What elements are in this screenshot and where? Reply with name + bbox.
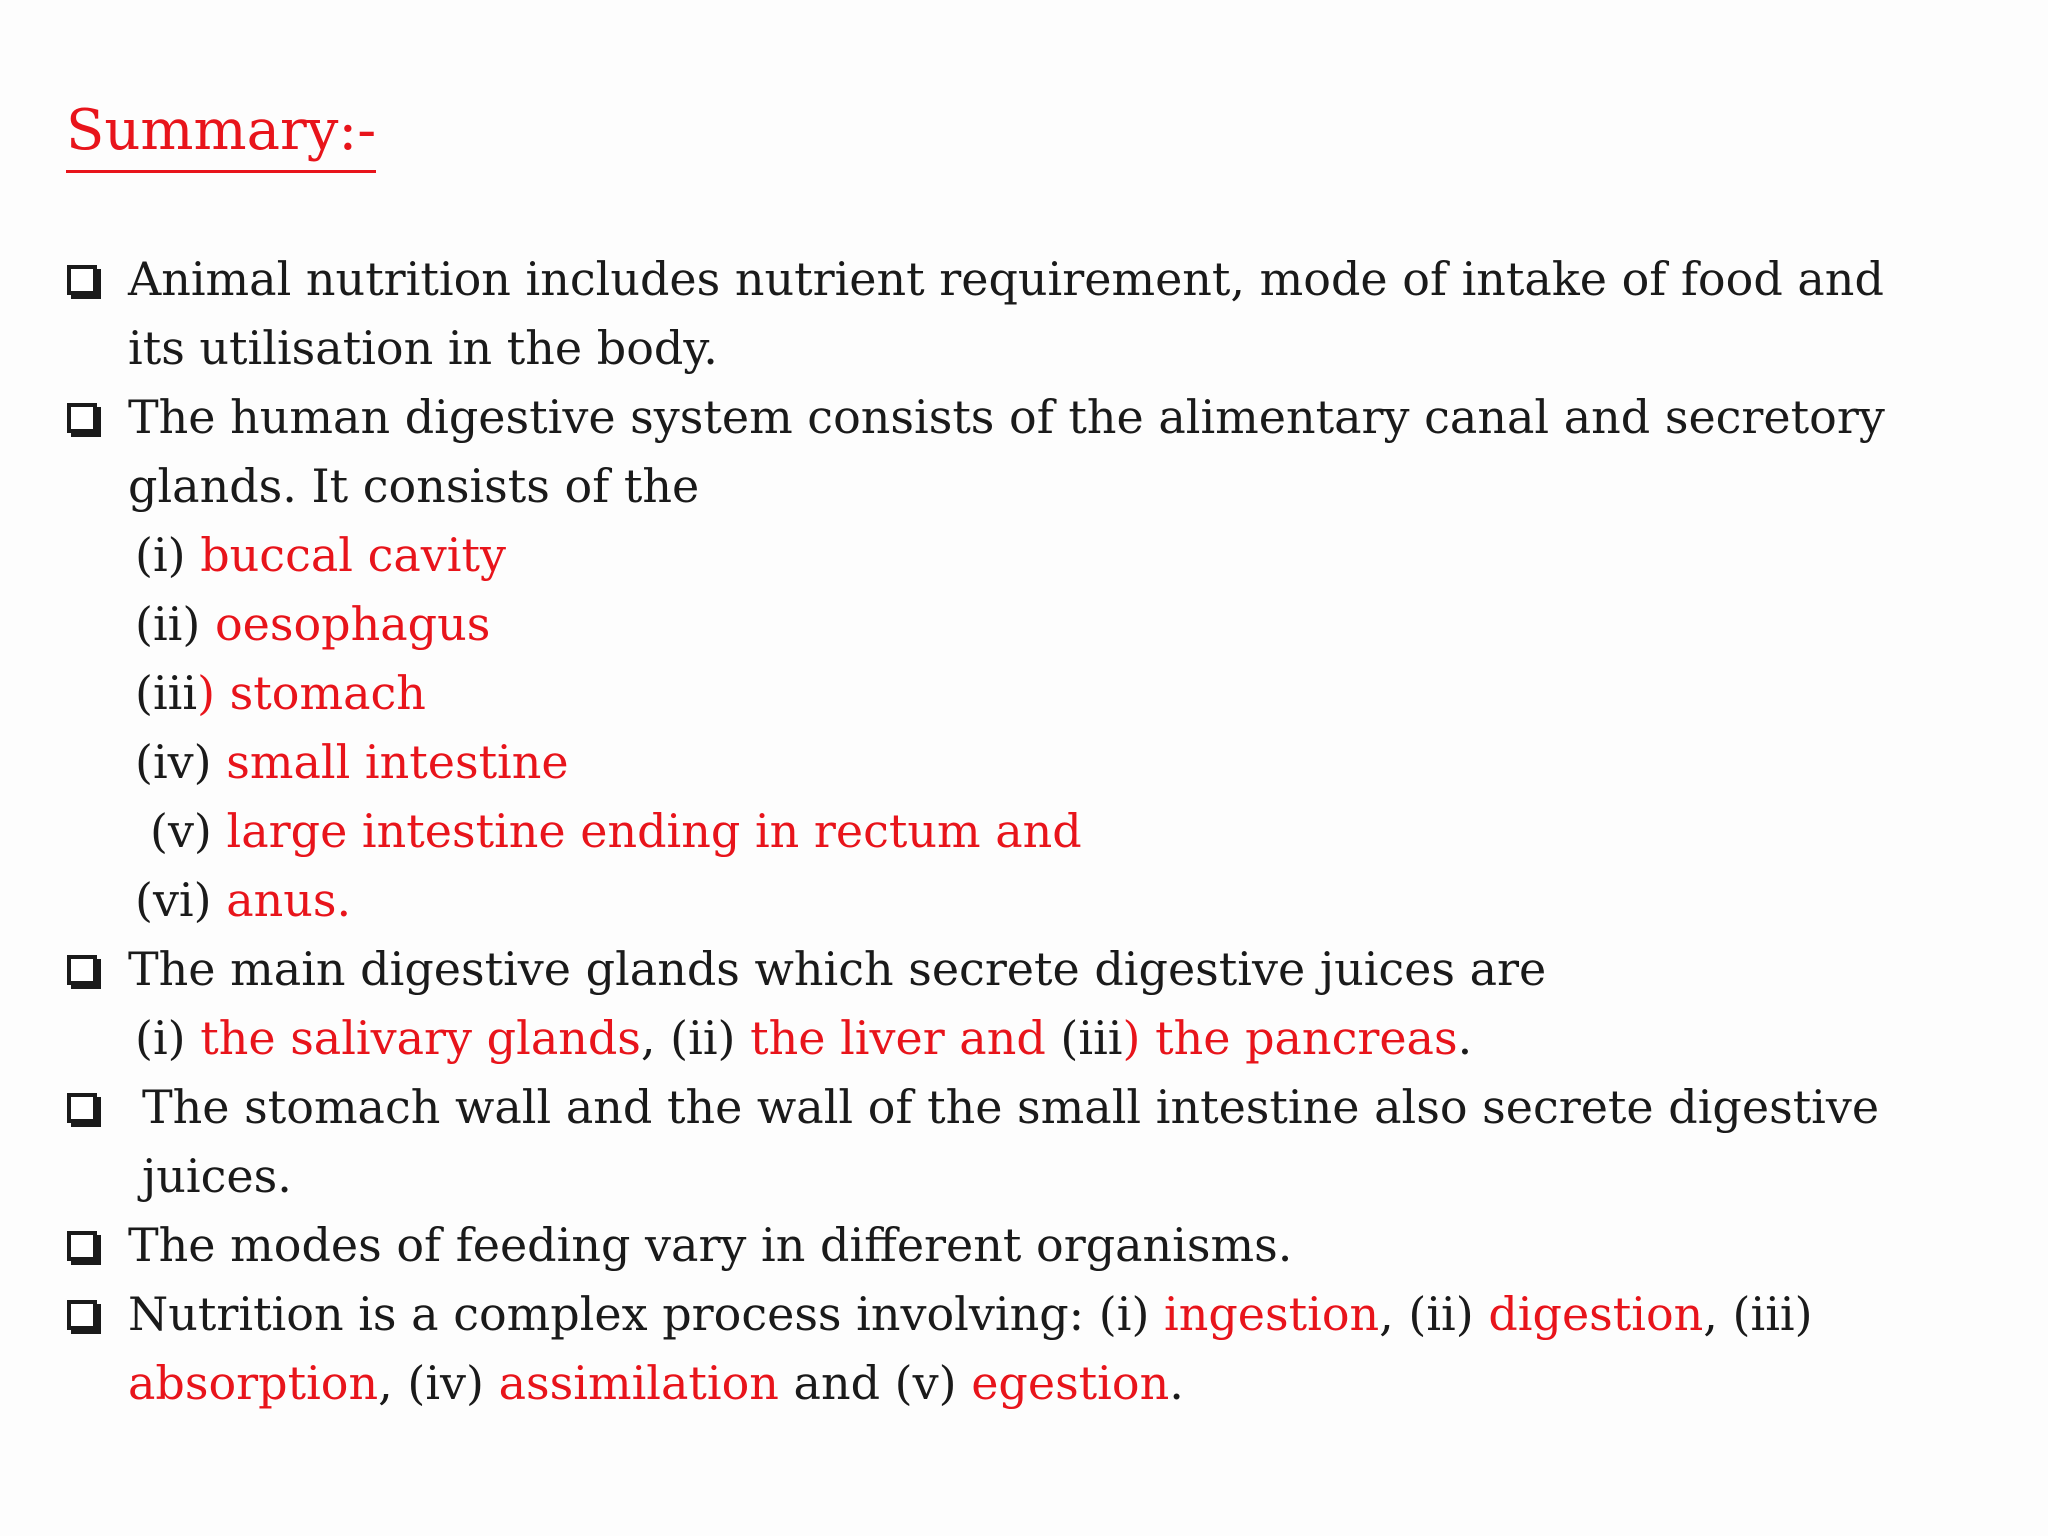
bullet-1-line-2: its utilisation in the body. [128, 321, 718, 375]
text-segment: . [1169, 1356, 1184, 1410]
text-segment: (iii [1045, 1011, 1123, 1065]
process-step: ingestion [1164, 1287, 1380, 1341]
text-segment: (i) [135, 1011, 201, 1065]
process-step: absorption [128, 1356, 379, 1410]
hollow-square-bullet-icon [67, 265, 97, 295]
bullet-4-line-2: juices. [142, 1149, 292, 1203]
list-item [135, 663, 426, 723]
text-segment: , (iii) [1703, 1287, 1813, 1341]
list-item [150, 801, 1082, 861]
organ-name: large intestine ending in rectum and [226, 804, 1082, 858]
gland-name: the salivary glands [200, 1011, 641, 1065]
bullet-6-line-1 [128, 1284, 1813, 1344]
organ-name: buccal cavity [200, 528, 506, 582]
text-segment: Nutrition is a complex process involving: (i) [128, 1287, 1165, 1341]
text-segment: , (ii) [1379, 1287, 1489, 1341]
process-step: egestion [971, 1356, 1170, 1410]
list-item-number: (iv) [135, 735, 227, 789]
bullet-6-line-2 [128, 1353, 1184, 1413]
bullet-2-line-2: glands. It consists of the [128, 459, 700, 513]
hollow-square-bullet-icon [67, 1300, 97, 1330]
hollow-square-bullet-icon [67, 1093, 97, 1123]
bullet-4-line-1: The stomach wall and the wall of the small intestine also secrete digestive [142, 1080, 1880, 1134]
gland-name: the liver and [750, 1011, 1046, 1065]
text-segment: ) [1122, 1011, 1156, 1065]
text-segment: , (ii) [640, 1011, 751, 1065]
list-item-number: (ii) [135, 597, 215, 651]
gland-name: the pancreas [1155, 1011, 1458, 1065]
list-item [135, 594, 490, 654]
hollow-square-bullet-icon [67, 1231, 97, 1261]
organ-name: stomach [229, 666, 426, 720]
process-step: assimilation [498, 1356, 779, 1410]
text-segment: , (iv) [378, 1356, 499, 1410]
process-step: digestion [1488, 1287, 1704, 1341]
bullet-3-line-1: The main digestive glands which secrete digestive juices are [128, 942, 1547, 996]
organ-name: oesophagus [214, 597, 491, 651]
bullet-1-line-1: Animal nutrition includes nutrient requirement, mode of intake of food and [128, 252, 1884, 306]
list-item-number: (v) [150, 804, 227, 858]
list-item-number: (i) [135, 528, 201, 582]
page-title: Summary:- [66, 96, 376, 173]
bullet-5-line-1: The modes of feeding vary in different organisms. [128, 1218, 1293, 1272]
list-item [135, 870, 351, 930]
hollow-square-bullet-icon [67, 403, 97, 433]
organ-name: anus. [226, 873, 352, 927]
list-item-paren: ) [197, 666, 230, 720]
list-item-number: (vi) [135, 873, 227, 927]
text-segment: . [1457, 1011, 1473, 1065]
list-item [135, 732, 569, 792]
bullet-3-line-2 [135, 1008, 1472, 1068]
text-segment: and (v) [778, 1356, 972, 1410]
list-item [135, 525, 506, 585]
hollow-square-bullet-icon [67, 955, 97, 985]
list-item-number: (iii [135, 666, 198, 720]
organ-name: small intestine [226, 735, 569, 789]
bullet-2-line-1: The human digestive system consists of the alimentary canal and secretory [128, 390, 1885, 444]
